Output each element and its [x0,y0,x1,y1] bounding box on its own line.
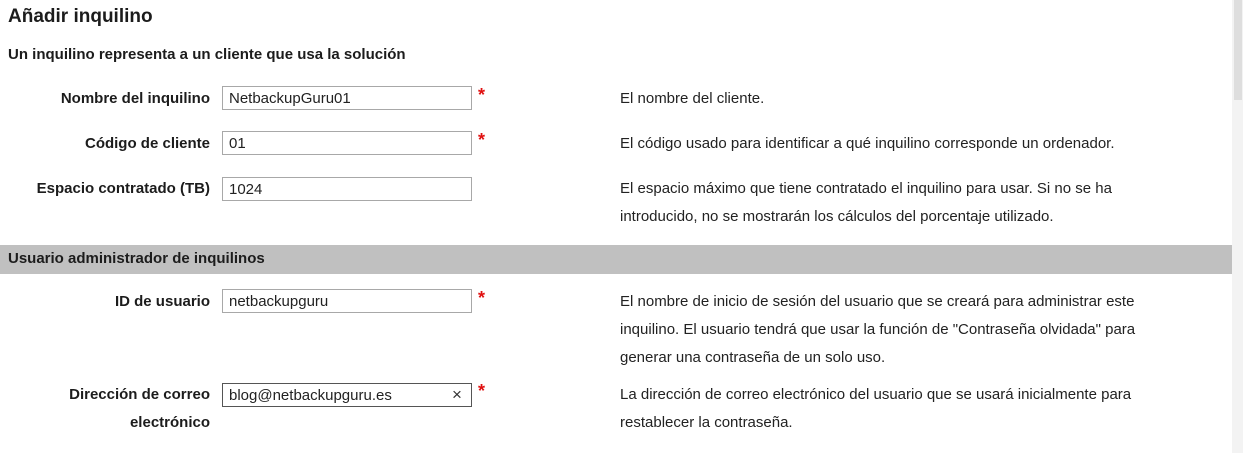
email-label [0,381,210,437]
page-subtitle: Un inquilino representa a un cliente que usa la solución [8,46,406,63]
user-id-input[interactable] [222,289,472,313]
user-id-help-line: El nombre de inicio de sesión del usuario que se creará para administrar este [620,293,1135,310]
email-help-line: restablecer la contraseña. [620,414,793,431]
email-label-line: electrónico [129,414,210,431]
email-label-line: Dirección de correo [69,386,210,403]
tenant-name-help: El nombre del cliente. [620,90,765,107]
email-help [620,381,1200,437]
client-code-input[interactable] [222,131,472,155]
client-code-required-marker: * [478,130,486,150]
user-id-required-marker: * [478,288,486,308]
clear-icon[interactable]: × [452,385,462,404]
section-title: Usuario administrador de inquilinos [8,250,265,267]
contracted-space-help [620,175,1200,231]
user-id-help [620,288,1200,372]
tenant-name-label: Nombre del inquilino [60,90,210,107]
page-title: Añadir inquilino [8,6,153,27]
scrollbar-thumb[interactable] [1234,0,1242,100]
contracted-space-label: Espacio contratado (TB) [36,180,210,197]
contracted-space-help-line: introducido, no se mostrarán los cálculos del porcentaje utilizado. [620,208,1054,225]
user-id-label: ID de usuario [114,293,210,310]
user-id-help-line: generar una contraseña de un solo uso. [620,349,886,366]
user-id-help-line: inquilino. El usuario tendrá que usar la función de "Contraseña olvidada" para [620,321,1136,338]
client-code-label: Código de cliente [84,135,210,152]
client-code-help: El código usado para identificar a qué inquilino corresponde un ordenador. [620,135,1115,152]
contracted-space-help-line: El espacio máximo que tiene contratado el inquilino para usar. Si no se ha [620,180,1112,197]
tenant-name-input[interactable] [222,86,472,110]
contracted-space-input[interactable] [222,177,472,201]
email-required-marker: * [478,381,486,401]
email-input[interactable] [222,383,472,407]
tenant-name-required-marker: * [478,85,486,105]
section-header [0,245,1232,274]
email-help-line: La dirección de correo electrónico del usuario que se usará inicialmente para [620,386,1132,403]
